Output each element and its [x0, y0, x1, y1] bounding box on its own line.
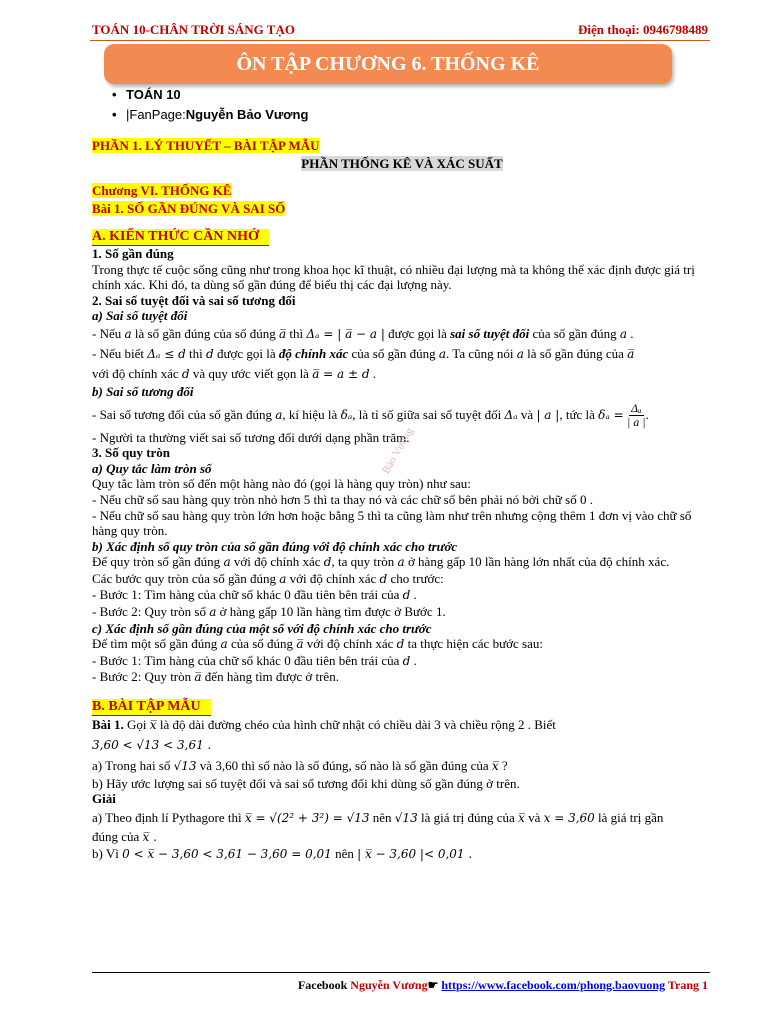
- s3-title: 3. Số quy tròn: [92, 445, 171, 461]
- facebook-link[interactable]: https://www.facebook.com/phong.baovuong: [441, 978, 666, 992]
- s2a-line2: - Nếu biết Δₐ ≤ d thì d được gọi là độ chính xác của số gần đúng a. Ta cũng nói a là số gần đúng của a̅: [92, 345, 635, 361]
- s2-title: 2. Sai số tuyệt đối và sai số tương đối: [92, 292, 296, 308]
- ex1-sol-line3: b) Vì 0 < x̅ − 3,60 < 3,61 − 3,60 = 0,01 nên | x̅ − 3,60 |< 0,01 .: [92, 846, 473, 862]
- bullet-item-fanpage: • |FanPage: Nguyễn Bảo Vương: [112, 105, 308, 125]
- banner-title: ÔN TẬP CHƯƠNG 6. THỐNG KÊ: [236, 52, 540, 75]
- header-phone: Điện thoại: 0946798489: [578, 22, 708, 37]
- s1-title: 1. Số gần đúng: [92, 245, 174, 261]
- s3c-title: c) Xác định số gần đúng của một số với độ chính xác cho trước: [92, 620, 432, 636]
- s3a-title: a) Quy tắc làm tròn số: [92, 460, 212, 476]
- ex1-solution-label: Giải: [92, 791, 116, 807]
- s2b-line1: - Sai số tương đối của số gần đúng a, kí hiệu là δₐ, là tỉ số giữa sai số tuyệt đối Δₐ và | a |, tức là δₐ = $\frac{\text{Δₐ}}{| a |}$ .: [92, 401, 649, 430]
- s3b-title: b) Xác định số quy tròn của số gần đúng với độ chính xác cho trước: [92, 538, 458, 554]
- s2b-line2: - Người ta thường viết sai số tương đối dưới dạng phần trăm.: [92, 429, 410, 445]
- header-subject: TOÁN 10: [92, 22, 146, 37]
- chapter-banner: [104, 44, 672, 84]
- lesson-heading: Bài 1. SỐ GẦN ĐÚNG VÀ SAI SỐ: [92, 200, 286, 216]
- s2a-title: a) Sai số tuyệt đối: [92, 308, 188, 324]
- s3c-line3: - Bước 2: Quy tròn a̅ đến hàng tìm được ở trên.: [92, 669, 339, 685]
- bullet-item-subject: • TOÁN 10: [112, 85, 308, 105]
- ex1-line2: 3,60 < √13 < 3,61 .: [92, 737, 212, 752]
- s3c-line1: Để tìm một số gần đúng a của số đúng a̅ với độ chính xác d ta thực hiện các bước sau:: [92, 636, 543, 652]
- bullet-icon: •: [112, 107, 117, 122]
- s3b-line2: Các bước quy tròn của số gần đúng a với độ chính xác d cho trước:: [92, 570, 444, 586]
- part-heading: PHẦN 1. LÝ THUYẾT – BÀI TẬP MẪU: [92, 138, 320, 153]
- s2a-line1: - Nếu a là số gần đúng của số đúng a̅ thì Δₐ = | a̅ − a | được gọi là sai số tuyệt đối của số gần đúng a .: [92, 325, 634, 341]
- ex1-line4: b) Hãy ước lượng sai số tuyệt đối và sai số tương đối khi dùng số gần đúng ở trên.: [92, 775, 520, 791]
- s3b-line3: - Bước 1: Tìm hàng của chữ số khác 0 đầu tiên bên trái của d .: [92, 587, 417, 603]
- ex1-line1: Bài 1. Gọi x̅ là độ dài đường chéo của hình chữ nhật có chiều dài 3 và chiều rộng 2 . Biết: [92, 716, 556, 732]
- subtitle: PHẦN THỐNG KÊ VÀ XÁC SUẤT: [301, 155, 503, 171]
- header-series: -CHÂN TRỜI SÁNG TẠO: [145, 22, 295, 37]
- s3c-line2: - Bước 1: Tìm hàng của chữ số khác 0 đầu tiên bên trái của d .: [92, 652, 417, 668]
- s2a-line3: với độ chính xác d và quy ước viết gọn là a̅ = a ± d .: [92, 365, 377, 381]
- watermark: Bảo Vương: [380, 425, 416, 476]
- info-bullets: [112, 85, 308, 125]
- footer: Facebook Nguyễn Vương☛ https://www.facebook.com/phong.baovuong Trang 1: [297, 978, 708, 992]
- s1-text: Trong thực tế cuộc sống cũng như trong khoa học kĩ thuật, có nhiều đại lượng mà ta không thể xác định được giá trị chính xác. Khi đó, ta dùng số gần đúng để biểu thị các đại lượng này.: [92, 261, 695, 293]
- section-b-heading: B. BÀI TẬP MẪU: [92, 698, 712, 716]
- header-divider: [90, 40, 710, 41]
- s3a-line3: - Nếu chữ số sau hàng quy tròn lớn hơn hoặc bằng 5 thì ta cũng làm như trên nhưng cộng thêm 1 đơn vị vào chữ số hàng quy tròn.: [92, 507, 692, 539]
- header-left: [92, 22, 295, 38]
- footer-author: Nguyễn Vương: [350, 978, 428, 992]
- bullet-icon: •: [112, 87, 117, 102]
- ex1-line3: a) Trong hai số √13 và 3,60 thì số nào là số đúng, số nào là số gần đúng của x̅ ?: [92, 757, 508, 773]
- hand-pointer-icon: ☛: [427, 978, 442, 992]
- s3a-line1: Quy tắc làm tròn số đến một hàng nào đó (gọi là hàng quy tròn) như sau:: [92, 476, 471, 492]
- document-body: [92, 138, 712, 863]
- page-number: Trang 1: [665, 978, 708, 992]
- footer-divider: [92, 972, 710, 973]
- relative-error-fraction: $\frac{\text{Δₐ}}{| a |}$: [627, 401, 646, 430]
- s3b-line1: Để quy tròn số gần đúng a với độ chính xác d, ta quy tròn a ở hàng gấp 10 lần hàng lớn nhất của độ chính xác.: [92, 554, 670, 570]
- s3a-line2: - Nếu chữ số sau hàng quy tròn nhỏ hơn 5 thì ta thay nó và các chữ số bên phải nó bởi chữ số 0 .: [92, 491, 593, 507]
- ex1-sol-line2: đúng của x̅ .: [92, 828, 157, 844]
- s3b-line4: - Bước 2: Quy tròn số a ở hàng gấp 10 lần hàng tìm được ở Bước 1.: [92, 604, 446, 620]
- section-a-heading: A. KIẾN THỨC CẦN NHỚ: [92, 228, 712, 246]
- chapter-heading: Chương VI. THỐNG KÊ: [92, 183, 232, 199]
- ex1-sol-line1: a) Theo định lí Pythagore thì x̅ = √(2² + 3²) = √13 nên √13 là giá trị đúng của x̅ và x = 3,60 là giá trị gần: [92, 809, 664, 825]
- s2b-title: b) Sai số tương đối: [92, 383, 194, 399]
